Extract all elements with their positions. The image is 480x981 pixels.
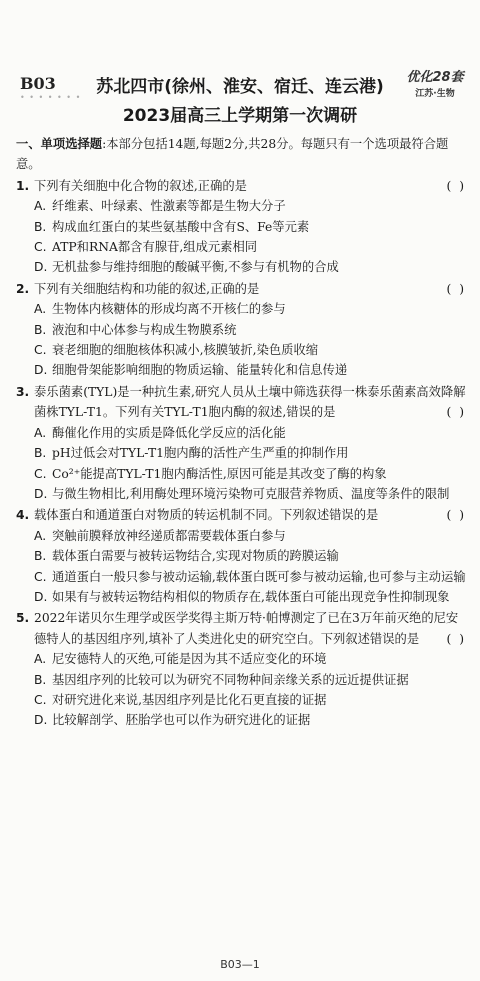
answer-option[interactable]: [16, 587, 466, 607]
option-text: 无机盐参与维持细胞的酸碱平衡,不参与有机物的合成: [52, 260, 339, 275]
question-stem-text: [34, 279, 466, 299]
option-text: 通道蛋白一般只参与被动运输,载体蛋白既可参与被动运输,也可参与主动运输: [52, 569, 466, 584]
option-text: 衰老细胞的细胞核体积减小,核膜皱折,染色质收缩: [52, 343, 319, 358]
question-content: [16, 134, 466, 731]
option-label: B.: [34, 219, 47, 234]
exam-subtitle: 2023届高三上学期第一次调研: [122, 106, 358, 126]
option-label: B.: [34, 446, 47, 461]
question-stem: 泰乐菌素(TYL)是一种抗生素,研究人员从土壤中筛选获得一株泰乐菌素高效降解菌株TYL-T1。下列有关TYL-T1胞内酶的叙述,错误的是: [34, 384, 466, 420]
section-label: 一、单项选择题: [16, 136, 103, 151]
answer-blank[interactable]: ( ): [446, 631, 466, 646]
section-instructions: :本部分包括14题,每题2分,共28分。每题只有一个选项最符合题意。: [16, 137, 449, 172]
option-label: B.: [34, 549, 47, 564]
option-label: A.: [34, 199, 47, 214]
option-label: A.: [34, 302, 47, 317]
option-label: D.: [34, 589, 48, 604]
answer-blank[interactable]: ( ): [446, 508, 466, 523]
option-text: 载体蛋白需要与被转运物结合,实现对物质的跨膜运输: [52, 549, 339, 564]
answer-option[interactable]: [16, 299, 466, 319]
question-stem: 载体蛋白和通道蛋白对物质的转运机制不同。下列叙述错误的是: [34, 508, 379, 523]
option-text: Co²⁺能提高TYL-T1胞内酶活性,原因可能是其改变了酶的构象: [52, 466, 387, 481]
option-text: 比较解剖学、胚胎学也可以作为研究进化的证据: [52, 713, 311, 728]
option-label: A.: [34, 425, 47, 440]
option-label: D.: [34, 486, 48, 501]
question-number: 4.: [16, 508, 30, 523]
question-item: [16, 279, 466, 381]
option-text: 突触前膜释放神经递质都需要载体蛋白参与: [52, 528, 286, 543]
page-header: [0, 0, 480, 140]
question-stem-text: [34, 382, 466, 423]
option-text: 液泡和中心体参与构成生物膜系统: [52, 322, 237, 337]
option-label: C.: [34, 692, 47, 707]
option-label: B.: [34, 672, 47, 687]
option-text: 对研究进化来说,基因组序列是比化石更直接的证据: [52, 692, 327, 707]
question-stem: 2022年诺贝尔生理学或医学奖得主斯万特·帕博测定了已在3万年前灭绝的尼安德特人的基因组序列,填补了人类进化史的研究空白。下列叙述错误的是: [34, 611, 459, 646]
option-label: D.: [34, 260, 48, 275]
question-number: 2.: [16, 281, 30, 296]
paper-code: B03: [20, 74, 56, 93]
answer-option[interactable]: [16, 710, 466, 730]
answer-option[interactable]: [16, 217, 466, 237]
question-list: [16, 176, 466, 731]
option-label: C.: [34, 569, 47, 584]
answer-option[interactable]: [16, 237, 466, 257]
answer-option[interactable]: [16, 443, 466, 463]
option-text: 构成血红蛋白的某些氨基酸中含有S、Fe等元素: [52, 219, 310, 234]
option-text: 酶催化作用的实质是降低化学反应的活化能: [52, 425, 286, 440]
answer-option[interactable]: [16, 464, 466, 484]
option-label: D.: [34, 363, 48, 378]
option-text: ATP和RNA都含有腺苷,组成元素相同: [52, 240, 258, 255]
question-stem-row: [16, 176, 466, 196]
answer-option[interactable]: [16, 320, 466, 340]
decorative-dots: • • • • • • •: [20, 93, 82, 102]
option-label: C.: [34, 240, 47, 255]
answer-option[interactable]: [16, 546, 466, 566]
question-number: 5.: [16, 611, 30, 626]
answer-option[interactable]: [16, 649, 466, 669]
question-item: [16, 505, 466, 607]
option-label: C.: [34, 466, 47, 481]
page-number: B03—1: [220, 958, 260, 971]
question-stem: 下列有关细胞结构和功能的叙述,正确的是: [34, 281, 260, 296]
question-stem: 下列有关细胞中化合物的叙述,正确的是: [34, 178, 247, 193]
option-text: 生物体内核糖体的形成均离不开核仁的参与: [52, 302, 286, 317]
question-stem-row: [16, 608, 466, 649]
exam-title: 苏北四市(徐州、淮安、宿迁、连云港): [96, 77, 384, 97]
answer-option[interactable]: [16, 196, 466, 216]
series-badge-title: 优化28套: [406, 70, 464, 85]
question-number: 1.: [16, 178, 30, 193]
answer-option[interactable]: [16, 257, 466, 277]
option-label: B.: [34, 322, 47, 337]
option-label: C.: [34, 343, 47, 358]
answer-blank[interactable]: ( ): [446, 178, 466, 193]
option-text: pH过低会对TYL-T1胞内酶的活性产生严重的抑制作用: [52, 446, 349, 461]
question-stem-row: [16, 382, 466, 423]
question-stem-text: [34, 505, 466, 525]
option-text: 细胞骨架能影响细胞的物质运输、能量转化和信息传递: [52, 363, 348, 378]
answer-option[interactable]: [16, 690, 466, 710]
answer-option[interactable]: [16, 484, 466, 504]
question-number: 3.: [16, 384, 30, 399]
series-badge: [405, 66, 465, 99]
option-label: A.: [34, 528, 47, 543]
answer-option[interactable]: [16, 670, 466, 690]
option-text: 基因组序列的比较可以为研究不同物种间亲缘关系的远近提供证据: [52, 672, 409, 687]
answer-option[interactable]: [16, 423, 466, 443]
question-item: [16, 382, 466, 504]
option-label: A.: [34, 652, 47, 667]
answer-option[interactable]: [16, 526, 466, 546]
question-stem-text: [34, 176, 466, 196]
question-stem-row: [16, 279, 466, 299]
option-text: 如果有与被转运物结构相似的物质存在,载体蛋白可能出现竞争性抑制现象: [52, 589, 450, 604]
answer-blank[interactable]: ( ): [446, 281, 466, 296]
option-label: D.: [34, 713, 48, 728]
answer-option[interactable]: [16, 340, 466, 360]
answer-option[interactable]: [16, 360, 466, 380]
question-stem-text: [34, 608, 466, 649]
answer-option[interactable]: [16, 567, 466, 587]
option-text: 尼安德特人的灭绝,可能是因为其不适应变化的环境: [52, 652, 327, 667]
question-stem-row: [16, 505, 466, 525]
question-item: [16, 608, 466, 730]
answer-blank[interactable]: ( ): [446, 405, 466, 420]
series-badge-subject: 江苏·生物: [415, 89, 455, 99]
option-text: 与微生物相比,利用酶处理环境污染物可克服营养物质、温度等条件的限制: [52, 486, 450, 501]
option-text: 纤维素、叶绿素、性激素等都是生物大分子: [52, 199, 286, 214]
question-item: [16, 176, 466, 278]
section-heading: [16, 134, 466, 175]
